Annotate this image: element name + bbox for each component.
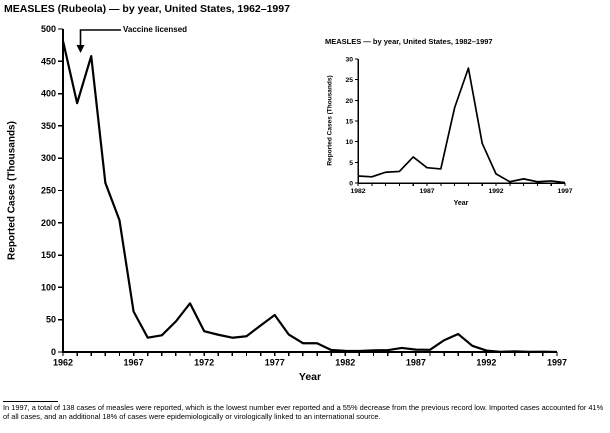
inset-x-axis-label: Year — [453, 200, 469, 207]
y-tick-label: 20 — [345, 97, 353, 105]
y-tick-label: 400 — [40, 88, 56, 99]
main-x-axis-label: Year — [298, 371, 322, 383]
main-chart — [41, 24, 567, 368]
data-line — [63, 41, 557, 352]
x-tick-label: 1967 — [123, 357, 144, 368]
vaccine-annotation-arrow — [77, 30, 122, 53]
x-tick-label: 1987 — [405, 357, 426, 368]
x-tick-label: 1992 — [488, 188, 504, 195]
y-tick-label: 200 — [40, 217, 56, 228]
y-tick-label: 0 — [349, 180, 353, 188]
footnote-rule — [3, 401, 58, 402]
y-tick-label: 300 — [40, 153, 56, 164]
y-tick-label: 0 — [50, 347, 56, 357]
page-title: MEASLES (Rubeola) — by year, United States, 1962–1997 — [4, 3, 290, 15]
inset-chart — [345, 57, 572, 196]
x-tick-label: 1972 — [194, 357, 215, 368]
x-tick-label: 1977 — [264, 357, 285, 368]
y-tick-label: 150 — [40, 250, 56, 261]
y-tick-label: 500 — [40, 24, 56, 34]
y-tick-label: 450 — [40, 56, 56, 67]
y-tick-label: 30 — [345, 56, 353, 64]
y-tick-label: 350 — [40, 120, 56, 131]
x-tick-label: 1982 — [335, 357, 356, 368]
data-line — [358, 68, 565, 182]
axis — [358, 59, 565, 183]
x-tick-label: 1982 — [350, 188, 366, 195]
x-tick-label: 1987 — [419, 188, 435, 195]
x-tick-label: 1997 — [546, 357, 568, 368]
footnote-text: In 1997, a total of 138 cases of measles were reported, which is the lowest number ever reported and a 55% decrease from the previous record low. Imported cases accounted for 41% of all cases, and an additional 18% of cases were epidemiologically or virologically linked to an international source. — [3, 403, 604, 422]
y-tick-label: 25 — [345, 77, 353, 85]
main-y-axis-label: Reported Cases (Thousands) — [6, 121, 18, 260]
y-tick-label: 50 — [45, 314, 56, 325]
y-tick-label: 100 — [40, 282, 56, 293]
inset-chart-title: MEASLES — by year, United States, 1982–1997 — [325, 37, 493, 46]
x-tick-label: 1962 — [52, 357, 74, 368]
y-tick-label: 15 — [345, 118, 353, 126]
vaccine-licensed-annotation-label: Vaccine licensed — [123, 25, 188, 34]
y-tick-label: 10 — [345, 139, 353, 147]
y-tick-label: 250 — [40, 185, 56, 196]
inset-y-axis-label: Reported Cases (Thousands) — [326, 75, 334, 166]
axis — [63, 29, 557, 352]
y-tick-label: 5 — [349, 159, 353, 167]
x-tick-label: 1992 — [476, 357, 497, 368]
x-tick-label: 1997 — [557, 188, 573, 195]
